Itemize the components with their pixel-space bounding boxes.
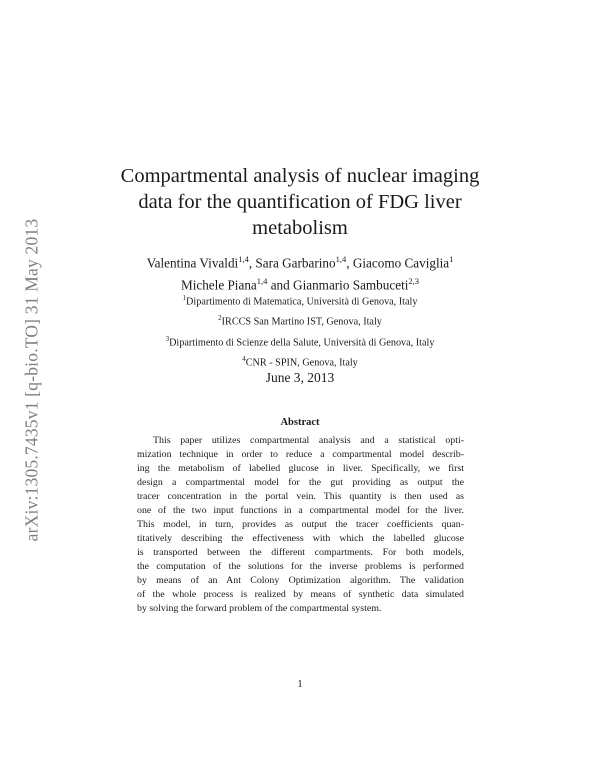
abstract-line: by means of an Ant Colony Optimization algorithm. The validation: [137, 575, 464, 586]
affiliation-text: Dipartimento di Scienze della Salute, Università di Genova, Italy: [169, 337, 435, 349]
affiliation-number: 1: [182, 294, 187, 302]
affiliation: [80, 331, 520, 351]
author-separator: ,: [248, 255, 256, 271]
abstract-line: by solving the forward problem of the compartmental system.: [137, 603, 382, 614]
page-number: 1: [297, 678, 303, 690]
abstract-line: the computation of the solutions for the inverse problems is performed: [137, 561, 464, 572]
author-separator: ,: [346, 255, 353, 271]
title-line: data for the quantification of FDG liver: [138, 191, 462, 213]
abstract-line: tracer concentration in the portal vein. This quantity is then used as: [137, 491, 464, 502]
affiliation-number: 4: [242, 355, 246, 364]
title-line: metabolism: [252, 217, 348, 239]
abstract-line: ing the metabolism of labelled glucose in liver. Specifically, we first: [137, 463, 464, 474]
abstract-line: of the whole process is realized by means of synthetic data simulated: [137, 589, 464, 600]
author-affiliation-marker: 2,3: [408, 276, 420, 287]
author-line-1: [80, 250, 520, 272]
author-name: Valentina Vivaldi: [146, 255, 239, 271]
paper-date: June 3, 2013: [265, 370, 335, 385]
affiliation: [80, 351, 520, 371]
affiliation-text: CNR - SPIN, Genova, Italy: [245, 357, 358, 369]
author-list: [80, 250, 520, 295]
affiliation-text: IRCCS San Martino IST, Genova, Italy: [221, 316, 382, 328]
author-separator: and: [267, 277, 294, 293]
affiliation-number: 3: [165, 334, 170, 343]
affiliation-number: 2: [218, 314, 222, 323]
abstract-body: [137, 434, 464, 616]
abstract-line: This model, in turn, provides as output the tracer coefficients quan-: [137, 519, 464, 530]
arxiv-identifier-stamp: [12, 190, 52, 570]
abstract-line: mization technique in order to reduce a compartmental model describ-: [137, 449, 464, 460]
paper-title: [100, 163, 500, 241]
author-name: Giacomo Caviglia: [352, 255, 450, 271]
author-name: Gianmario Sambuceti: [293, 277, 409, 293]
affiliation: [80, 310, 520, 330]
author-name: Michele Piana: [180, 277, 257, 293]
abstract-heading: Abstract: [280, 417, 320, 428]
abstract-line: titatively describing the effectiveness with which the labelled glucose: [137, 533, 464, 544]
arxiv-identifier-text: arXiv:1305.7435v1 [q-bio.TO] 31 May 2013: [21, 218, 42, 542]
abstract-line: design a compartmental model for the gut providing as output the: [137, 477, 464, 488]
author-affiliation-marker: 1: [449, 254, 454, 264]
author-affiliation-marker: 1,4: [238, 254, 249, 264]
title-line: Compartmental analysis of nuclear imaging: [120, 165, 480, 187]
author-name: Sara Garbarino: [255, 255, 336, 271]
abstract-line: is transported between the different compartments. For both models,: [137, 547, 464, 558]
abstract-line: This paper utilizes compartmental analysis and a statistical opti-: [153, 435, 464, 446]
author-affiliation-marker: 1,4: [335, 254, 347, 264]
affiliation: [80, 290, 520, 310]
abstract-line: one of the two input functions in a compartmental model for the liver.: [137, 505, 464, 516]
affiliation-list: [80, 290, 520, 372]
affiliation-text: Dipartimento di Matematica, Università di Genova, Italy: [186, 296, 418, 308]
author-affiliation-marker: 1,4: [256, 276, 268, 287]
